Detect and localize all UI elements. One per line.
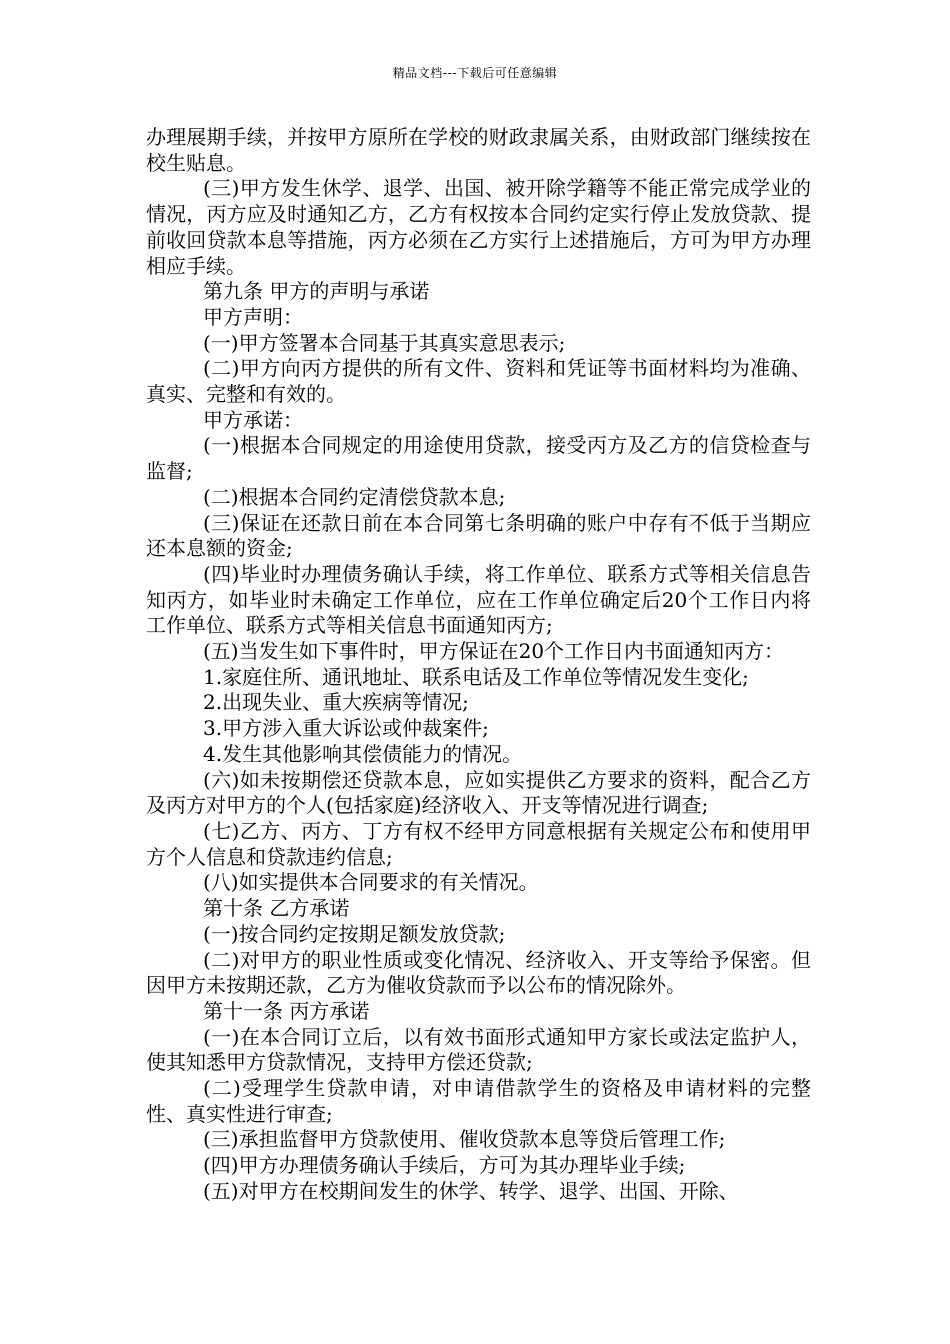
paragraph: (四)甲方办理债务确认手续后，方可为其办理毕业手续; <box>203 1153 686 1178</box>
paragraph: 2.出现失业、重大疾病等情况; <box>203 690 469 715</box>
paragraph: (二)对甲方的职业性质或变化情况、经济收入、开支等给予保密。但因甲方未按期还款，乙方为催收贷款而予以公布的情况除外。 <box>146 947 811 998</box>
paragraph: (二)甲方向丙方提供的所有文件、资料和凭证等书面材料均为准确、真实、完整和有效的。 <box>146 356 811 407</box>
paragraph: 甲方承诺： <box>203 407 303 432</box>
paragraph: (四)毕业时办理债务确认手续，将工作单位、联系方式等相关信息告知丙方，如毕业时未确定工作单位，应在工作单位确定后20个工作日内将工作单位、联系方式等相关信息书面通知丙方; <box>146 561 811 638</box>
paragraph: 第十条 乙方承诺 <box>203 896 350 921</box>
paragraph: (三)承担监督甲方贷款使用、催收贷款本息等贷后管理工作; <box>203 1127 726 1152</box>
paragraph: (二)根据本合同约定清偿贷款本息; <box>203 484 506 509</box>
paragraph: 甲方声明： <box>203 304 303 329</box>
paragraph: (一)按合同约定按期足额发放贷款; <box>203 921 506 946</box>
paragraph: (三)保证在还款日前在本合同第七条明确的账户中存有不低于当期应还本息额的资金; <box>146 510 811 561</box>
paragraph: 办理展期手续，并按甲方原所在学校的财政隶属关系，由财政部门继续按在校生贴息。 <box>146 125 811 175</box>
paragraph: 第十一条 丙方承诺 <box>203 998 370 1023</box>
paragraph: (一)根据本合同规定的用途使用贷款，接受丙方及乙方的信贷检查与监督; <box>146 433 811 484</box>
paragraph: (二)受理学生贷款申请，对申请借款学生的资格及申请材料的完整性、真实性进行审查; <box>146 1076 811 1126</box>
paragraph: (六)如未按期偿还贷款本息，应如实提供乙方要求的资料，配合乙方及丙方对甲方的个人(包括家庭)经济收入、开支等情况进行调查; <box>146 767 811 818</box>
paragraph: 第九条 甲方的声明与承诺 <box>203 279 430 304</box>
paragraph: (一)在本合同订立后，以有效书面形式通知甲方家长或法定监护人，使其知悉甲方贷款情况，支持甲方偿还贷款; <box>146 1024 811 1075</box>
paragraph: 1.家庭住所、通讯地址、联系电话及工作单位等情况发生变化; <box>203 664 749 689</box>
paragraph: (三)甲方发生休学、退学、出国、被开除学籍等不能正常完成学业的情况，丙方应及时通知乙方，乙方有权按本合同约定实行停止发放贷款、提前收回贷款本息等措施，丙方必须在乙方实行上述措施后，方可为甲方办理相应手续。 <box>146 176 811 278</box>
paragraph: 3.甲方涉入重大诉讼或仲裁案件; <box>203 716 489 741</box>
paragraph: (七)乙方、丙方、丁方有权不经甲方同意根据有关规定公布和使用甲方个人信息和贷款违约信息; <box>146 818 811 869</box>
paragraph: (五)当发生如下事件时，甲方保证在20个工作日内书面通知丙方： <box>203 639 785 664</box>
page-header: 精品文档---下载后可任意编辑 <box>392 66 558 80</box>
paragraph: (八)如实提供本合同要求的有关情况。 <box>203 870 539 895</box>
document-body <box>146 125 811 1205</box>
paragraph: 4.发生其他影响其偿债能力的情况。 <box>203 741 523 766</box>
paragraph: (一)甲方签署本合同基于其真实意思表示; <box>203 330 566 355</box>
paragraph: (五)对甲方在校期间发生的休学、转学、退学、出国、开除、 <box>203 1178 739 1203</box>
